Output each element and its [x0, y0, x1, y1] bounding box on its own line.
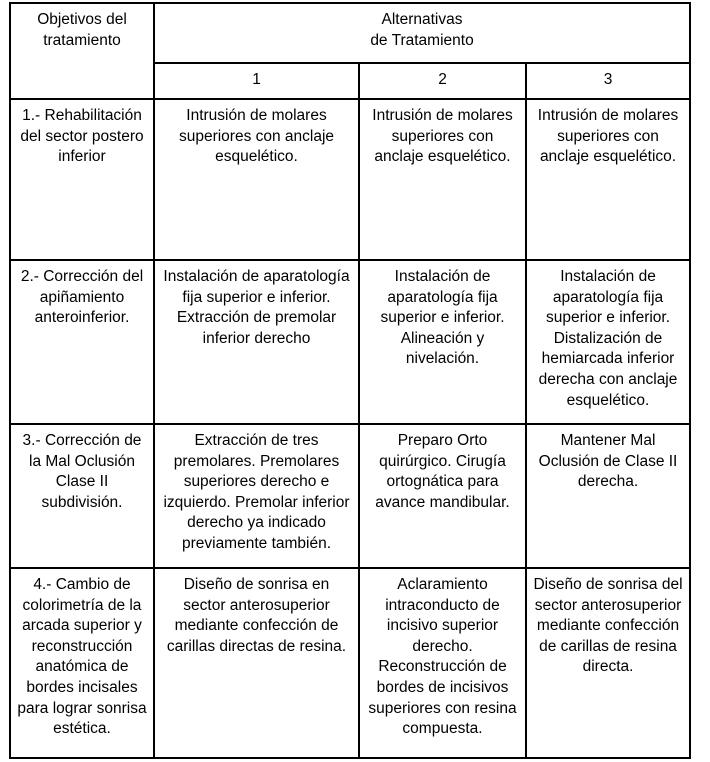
alternative-cell-1-1: Intrusión de molares superiores con anclaje esquelético. [154, 99, 359, 260]
alternative-cell-3-1: Extracción de tres premolares. Premolares superiores derecho e izquierdo. Premolar inferior derecho ya indicado previamente también. [154, 424, 359, 568]
header-alternatives-line2: de Tratamiento [370, 31, 474, 49]
header-alternatives-line1: Alternativas [381, 11, 463, 28]
alternative-cell-2-1: Instalación de aparatología fija superior e inferior. Extracción de premolar inferior derecho [154, 260, 359, 424]
header-alternative-1: 1 [154, 63, 359, 99]
objective-cell-1: 1.- Rehabilitación del sector postero inferior [10, 99, 154, 260]
alternative-cell-3-2: Preparo Orto quirúrgico. Cirugía ortognática para avance mandibular. [359, 424, 526, 568]
alternative-cell-2-3: Instalación de aparatología fija superior e inferior. Distalización de hemiarcada inferior derecha con anclaje esquelético. [526, 260, 690, 424]
objective-cell-2: 2.- Corrección del apiñamiento anteroinferior. [10, 260, 154, 424]
treatment-objectives-table [9, 2, 691, 759]
objective-cell-3: 3.- Corrección de la Mal Oclusión Clase II subdivisión. [10, 424, 154, 568]
alternative-cell-4-2: Aclaramiento intraconducto de incisivo superior derecho. Reconstrucción de bordes de incisivos superiores con resina compuesta. [359, 568, 526, 758]
alternative-cell-1-2: Intrusión de molares superiores con anclaje esquelético. [359, 99, 526, 260]
table-row [10, 568, 690, 758]
table-row [10, 424, 690, 568]
header-alternative-2: 2 [359, 63, 526, 99]
table-row [10, 99, 690, 260]
header-objectives-column: Objetivos del tratamiento [10, 3, 154, 99]
header-alternatives-column [154, 3, 690, 63]
alternative-cell-1-3: Intrusión de molares superiores con anclaje esquelético. [526, 99, 690, 260]
header-alternative-3: 3 [526, 63, 690, 99]
table-row [10, 260, 690, 424]
table-header-row-title [10, 3, 690, 63]
alternative-cell-4-1: Diseño de sonrisa en sector anterosuperior mediante confección de carillas directas de resina. [154, 568, 359, 758]
objective-cell-4: 4.- Cambio de colorimetría de la arcada superior y reconstrucción anatómica de bordes incisales para lograr sonrisa estética. [10, 568, 154, 758]
alternative-cell-3-3: Mantener Mal Oclusión de Clase II derecha. [526, 424, 690, 568]
alternative-cell-4-3: Diseño de sonrisa del sector anterosuperior mediante confección de carillas de resina directa. [526, 568, 690, 758]
alternative-cell-2-2: Instalación de aparatología fija superior e inferior. Alineación y nivelación. [359, 260, 526, 424]
